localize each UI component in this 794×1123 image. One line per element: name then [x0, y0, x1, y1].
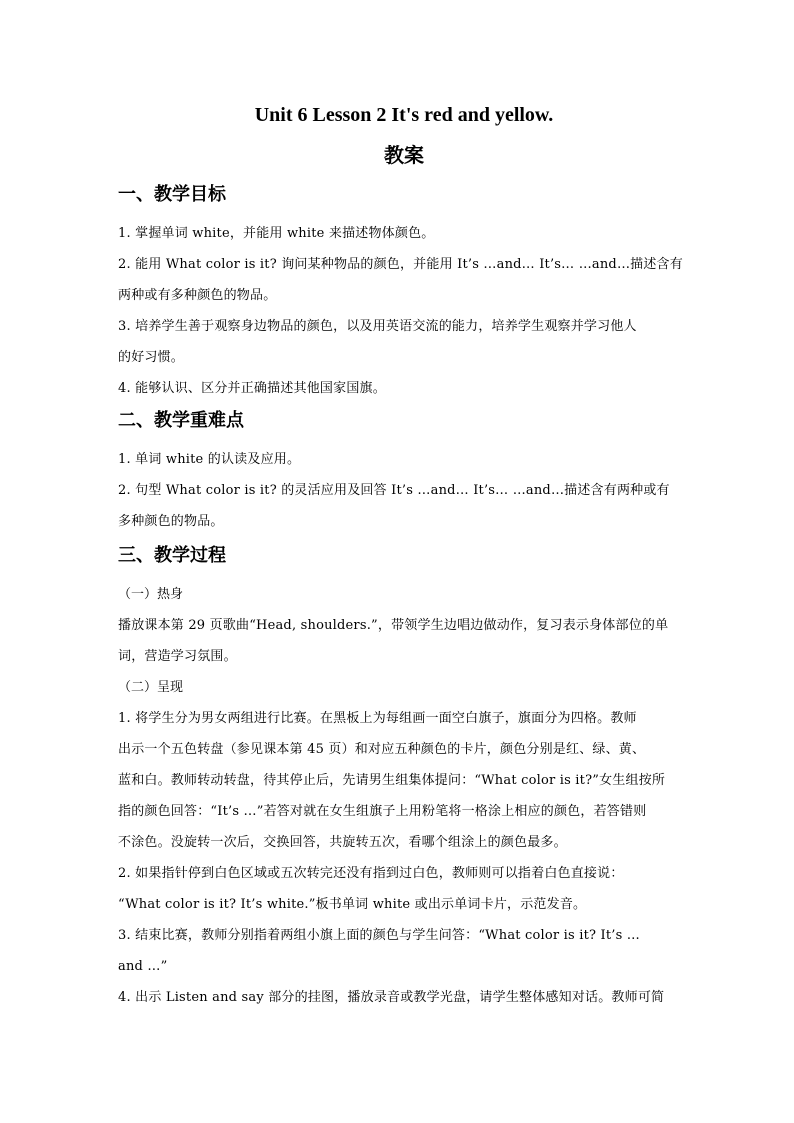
document-subtitle: 教案	[384, 143, 424, 167]
presentation-line: 出示一个五色转盘（参见课本第 45 页）和对应五种颜色的卡片，颜色分别是红、绿、黄、	[118, 742, 646, 757]
presentation-line: “What color is it? It’s white.”板书单词 white 或出示单词卡片，示范发音。	[118, 897, 587, 912]
presentation-line: 4. 出示 Listen and say 部分的挂图，播放录音或教学光盘，请学生整体感知对话。教师可简	[118, 990, 665, 1005]
document-page	[118, 100, 683, 1013]
section-key-points-body	[118, 444, 678, 537]
key-point-line: 2. 句型 What color is it? 的灵活应用及回答 It’s …and… It’s… …and…描述含有两种或有	[118, 483, 670, 498]
presentation-line: 蓝和白。教师转动转盘，待其停止后，先请男生组集体提问：“What color is it?”女生组按所	[118, 773, 666, 788]
warmup-line: 词，营造学习氛围。	[118, 649, 237, 664]
objective-line: 1. 掌握单词 white，并能用 white 来描述物体颜色。	[118, 226, 435, 241]
document-title: Unit 6 Lesson 2 It's red and yellow.	[254, 104, 554, 126]
section-process-body	[118, 579, 678, 1013]
objective-line: 两种或有多种颜色的物品。	[118, 288, 277, 303]
presentation-line: 3. 结束比赛，教师分别指着两组小旗上面的颜色与学生问答：“What color is it? It’s …	[118, 928, 641, 943]
section-objectives-body	[118, 218, 683, 404]
presentation-label: （二）呈现	[118, 680, 184, 695]
key-point-line: 多种颜色的物品。	[118, 514, 224, 529]
presentation-line: 2. 如果指针停到白色区域或五次转完还没有指到过白色，教师则可以指着白色直接说：	[118, 866, 624, 881]
objective-line: 2. 能用 What color is it? 询问某种物品的颜色，并能用 It’s …and… It’s… …and…描述含有	[118, 257, 683, 272]
objective-line: 4. 能够认识、区分并正确描述其他国家国旗。	[118, 381, 386, 396]
presentation-line: 指的颜色回答：“It’s …”若答对就在女生组旗子上用粉笔将一格涂上相应的颜色，若答错则	[118, 804, 647, 819]
section-heading-key-points: 二、教学重难点	[118, 410, 244, 431]
presentation-line: 1. 将学生分为男女两组进行比赛。在黑板上为每组画一面空白旗子，旗面分为四格。教师	[118, 711, 637, 726]
warmup-line: 播放课本第 29 页歌曲“Head, shoulders.”，带领学生边唱边做动作，复习表示身体部位的单	[118, 618, 669, 633]
key-point-line: 1. 单词 white 的认读及应用。	[118, 452, 301, 467]
presentation-line: 不涂色。没旋转一次后，交换回答，共旋转五次，看哪个组涂上的颜色最多。	[118, 835, 567, 850]
section-heading-objectives: 一、教学目标	[118, 184, 226, 205]
section-heading-process: 三、教学过程	[118, 545, 226, 566]
objective-line: 的好习惯。	[118, 350, 185, 365]
presentation-line: and …”	[118, 959, 168, 974]
objective-line: 3. 培养学生善于观察身边物品的颜色，以及用英语交流的能力，培养学生观察并学习他人	[118, 319, 637, 334]
warmup-label: （一）热身	[118, 587, 184, 602]
